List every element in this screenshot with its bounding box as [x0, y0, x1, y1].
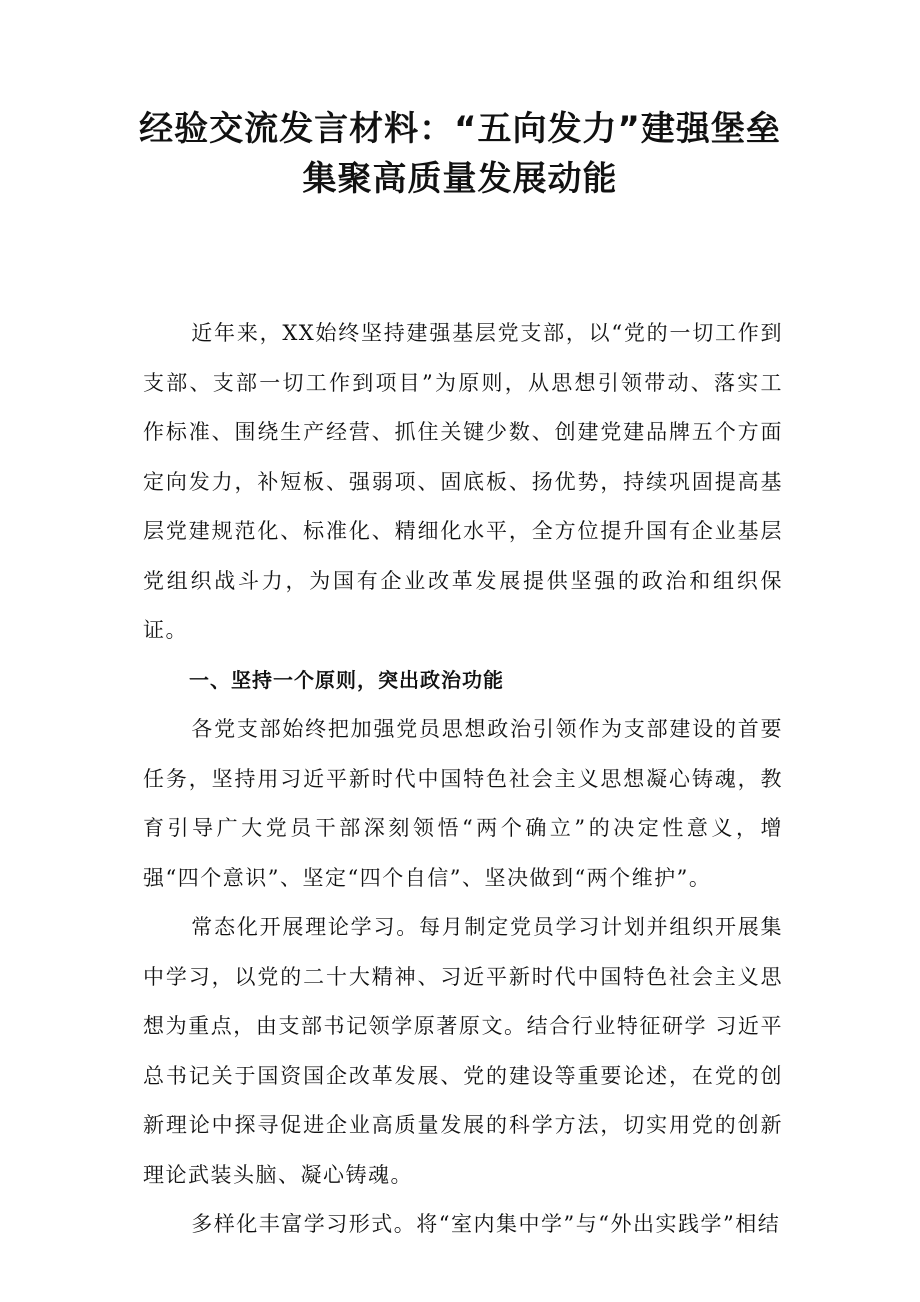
title-line-2: 集聚高质量发展动能 [302, 159, 618, 199]
title-line-1: 经验交流发言材料：“五向发力”建强堡垒 [139, 109, 781, 149]
intro-paragraph: 近年来，XX始终坚持建强基层党支部，以“党的一切工作到支部、支部一切工作到项目”为原则，从思想引领带动、落实工作标准、围绕生产经营、抓住关键少数、创建党建品牌五个方面定向发力，补短板、强弱项、固底板、扬优势，持续巩固提高基层党建规范化、标准化、精细化水平，全方位提升国有企业基层党组织战斗力，为国有企业改革发展提供坚强的政治和组织保证。 [143, 321, 783, 642]
document-body [143, 309, 783, 1250]
document-title [110, 104, 810, 204]
section-1-paragraph-3: 多样化丰富学习形式。将“室内集中学”与“外出实践学”相结 [191, 1212, 781, 1236]
section-1-paragraph-1: 各党支部始终把加强党员思想政治引领作为支部建设的首要任务，坚持用习近平新时代中国特色社会主义思想凝心铸魂，教育引导广大党员干部深刻领悟“两个确立”的决定性意义，增强“四个意识”、坚定“四个自信”、坚决做到“两个维护”。 [143, 717, 783, 890]
section-heading-1: 一、坚持一个原则，突出政治功能 [189, 667, 504, 692]
section-1-paragraph-2: 常态化开展理论学习。每月制定党员学习计划并组织开展集中学习，以党的二十大精神、习近平新时代中国特色社会主义思想为重点，由支部书记领学原著原文。结合行业特征研学 习近平总书记关于国资国企改革发展、党的建设等重要论述，在党的创新理论中探寻促进企业高质量发展的科学方法，切实用党的创新理论武装头脑、凝心铸魂。 [143, 915, 783, 1187]
